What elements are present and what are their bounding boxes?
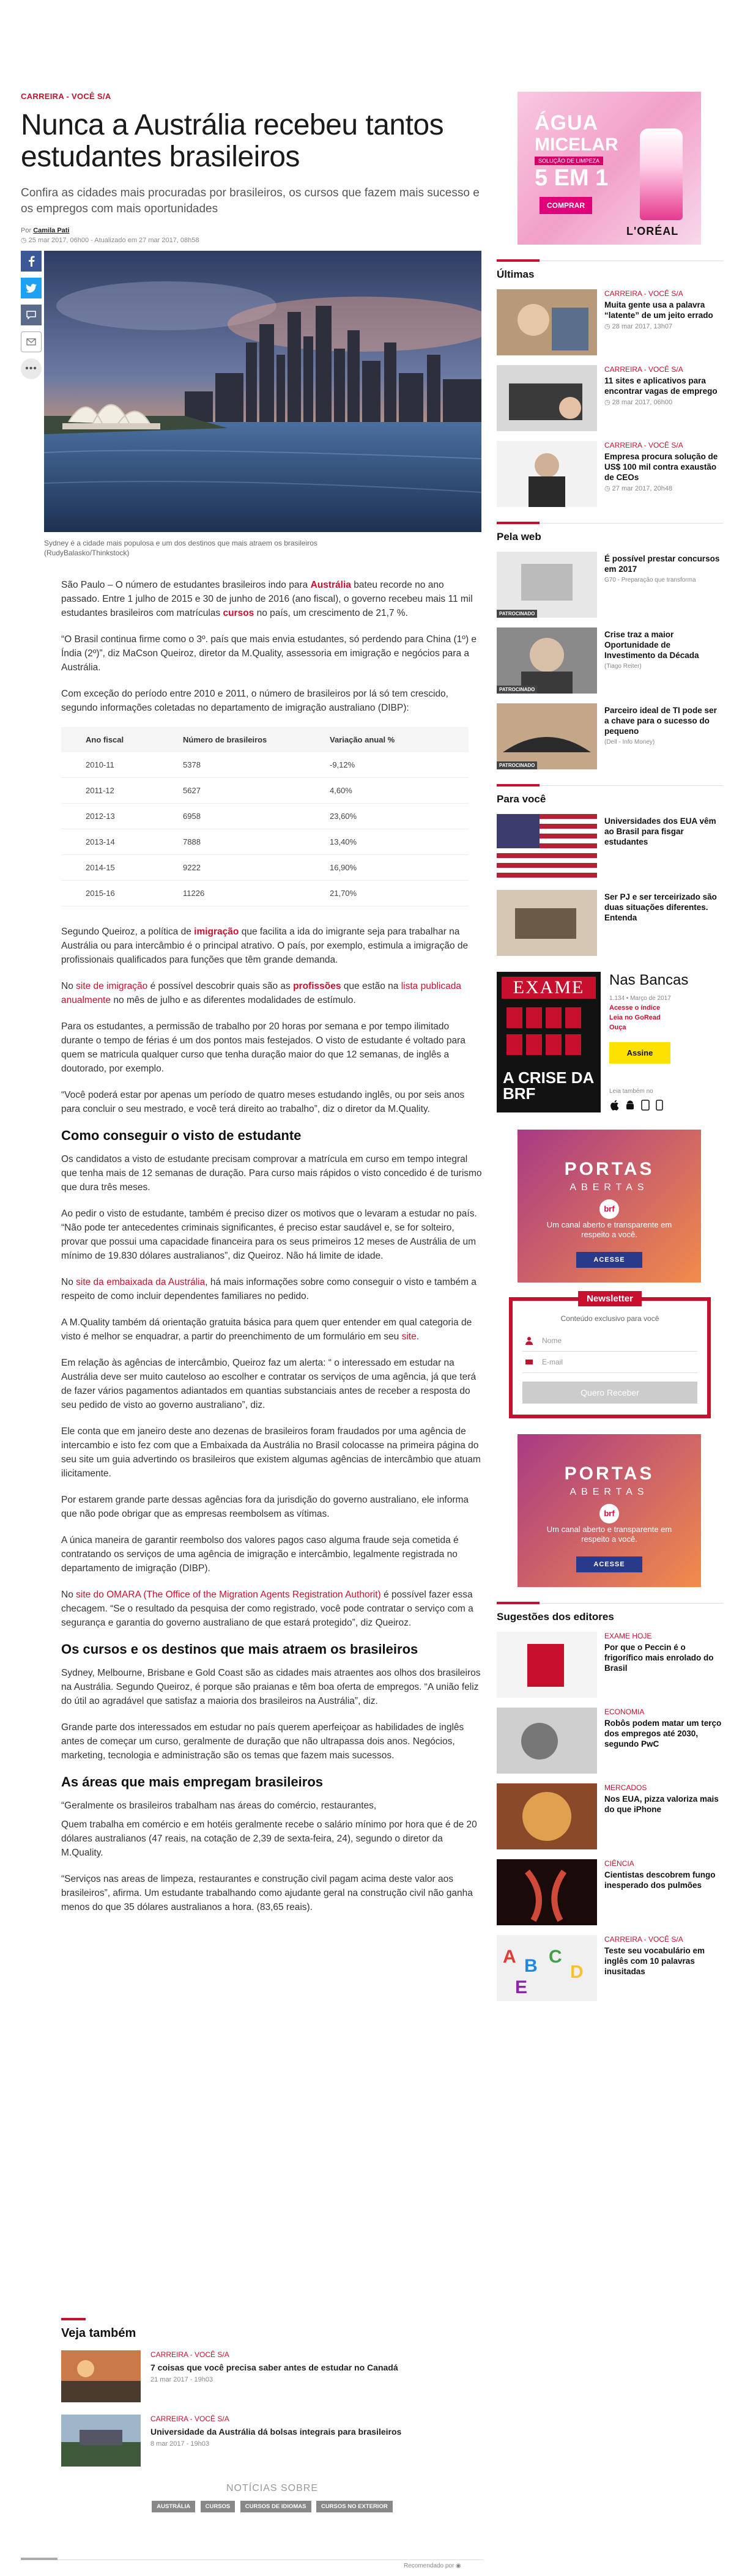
ad-text: ÁGUA [535,111,599,135]
ad-brand: L'ORÉAL [626,225,679,237]
article-category[interactable]: CARREIRA - VOCÊ S/A [604,365,683,374]
table-cell: 4,60% [321,778,469,804]
editor-pick[interactable] [497,1935,723,2001]
sponsored-badge: PATROCINADO [497,761,537,769]
article-thumbnail [61,2415,141,2467]
editor-pick[interactable] [497,1632,723,1698]
ultimas-section [497,261,723,507]
ad-cta-button[interactable]: ACESSE [576,1556,642,1572]
ad-text: SOLUÇÃO DE LIMPEZA [535,157,603,165]
sponsored-title[interactable]: Crise traz a maior Oportunidade de Investimento da Década [604,630,699,660]
mail-icon [26,338,36,346]
sidebar [497,92,723,2011]
see-also-category[interactable]: CARREIRA - VOCÊ S/A [150,2415,229,2423]
text: Segundo Queiroz, a política de [61,927,195,937]
magazine-cover[interactable] [497,972,601,1112]
article-title-link[interactable]: Robôs podem matar um terço dos empregos até 2030, segundo PwC [604,1719,722,1749]
section-title: Para você [497,793,546,805]
article-category[interactable]: CIÊNCIA [604,1859,634,1868]
table-cell: 6958 [174,804,321,829]
see-also-title: Veja também [61,2326,136,2340]
link-imigracao[interactable]: imigração [194,927,239,937]
para-voce-section [497,785,723,956]
twitter-icon [26,284,37,293]
divider-accent [21,2558,58,2560]
svg-text:D: D [570,1962,584,1982]
table-header-row [61,727,469,752]
svg-text:E: E [515,1977,528,1997]
newsletter-tag: Newsletter [578,1291,642,1306]
article-category[interactable]: EXAME HOJE [604,1632,652,1640]
paragraph: Os candidatos a visto de estudante precisam comprovar a matrícula em curso em tempo integral que tenha mais de 12 semanas de duração. Para curso mais rápidos o visto concedido é de turismo que dura três meses. [61,1154,482,1193]
tag[interactable]: CURSOS [201,2501,236,2512]
paragraph: “Você poderá estar por apenas um período de quatro meses estudando inglês, ou por seis anos para concluir o seu mestrado, e você terá direito ao trabalho”, diz o diretor da M.Quality. [61,1090,465,1114]
table-row [61,829,469,855]
recommended-item[interactable] [497,890,723,956]
table-cell: 5378 [174,752,321,778]
date-text: 27 mar 2017, 20h48 [612,485,673,492]
section-rule [497,523,723,524]
article-title-link[interactable]: Nos EUA, pizza valoriza mais do que iPhone [604,1794,719,1814]
article-kicker[interactable]: CARREIRA - VOCÊ S/A [21,92,111,101]
paragraph: “Serviços nas areas de limpeza, restaurantes e construção civil pagam acima deste valor aos brasileiros”, afirma. Um estudante trabalhando como ajudante geral na construção civil não ganha menos do que 35 dólares australianos a hora. (83,65 reais). [61,1874,473,1912]
sponsored-title[interactable]: É possível prestar concursos em 2017 [604,554,720,574]
recommended-title[interactable]: Ser PJ e ser terceirizado são duas situações diferentes. Entenda [604,892,717,922]
paragraph [61,1316,483,1344]
article-thumbnail [497,890,597,956]
table-header: Ano fiscal [61,727,174,752]
ad-text: 5 EM 1 [535,165,609,191]
article-category[interactable]: CARREIRA - VOCÊ S/A [604,1935,683,1944]
table-cell: 2014-15 [61,855,174,881]
section-heading: As áreas que mais empregam brasileiros [61,1774,323,1790]
text: é possível descobrir quais são as [147,981,294,991]
stock-photo [497,703,597,769]
table-row [61,804,469,829]
link-embaixada[interactable]: site da embaixada da Austrália [76,1277,206,1287]
see-also-item[interactable] [61,2350,483,2402]
author-link[interactable]: Camila Pati [33,227,70,234]
article-thumbnail [497,1935,597,2001]
recommended-item[interactable] [497,814,723,880]
text: é possível fazer essa checagem. “Se o resultado da pesquisa der como registrado, você pode contratar o serviço com a segurança e garantia do governo australiano de que estará protegido”, diz Queiroz. [61,1590,473,1628]
recommended-by-text: Recomendado por [404,2563,454,2569]
section-accent [61,2318,86,2320]
ad-cta-button[interactable]: COMPRAR [540,197,592,214]
link-profissoes[interactable]: profissões [293,981,341,991]
editor-pick[interactable] [497,1783,723,1849]
news-about-title: NOTÍCIAS SOBRE [226,2483,319,2493]
see-also-date: 8 mar 2017 - 19h03 [150,2440,210,2448]
table-cell: 7888 [174,829,321,855]
paragraph: Em relação às agências de intercâmbio, Queiroz faz um alerta: “ o interessado em estudar na Austrália deve ser muito cauteloso ao escolher e contratar os serviços de uma agência, já que terá de fazer vários pagamentos adiantados em quantias substanciais antes de receber a resposta do seu pedido de visto ao governo australiano”, diz. [61,1358,477,1410]
text: São Paulo – O número de estudantes brasileiros indo para [61,580,311,590]
article-thumbnail [497,1783,597,1849]
ad-text: ABERTAS [569,1182,649,1193]
subscribe-button[interactable]: Assine [609,1042,670,1064]
cover-art [497,1001,601,1068]
article-date: ◷ 28 mar 2017, 06h00 [604,399,673,406]
article-thumbnail [497,1859,597,1925]
link-omara[interactable]: site do OMARA (The Office of the Migration Agents Registration Authorit) [76,1590,381,1600]
sponsored-item[interactable] [497,552,723,618]
cover-headline: A CRISE DA BRF [503,1068,594,1103]
exame-title: Nas Bancas [609,972,689,988]
see-also-date: 21 mar 2017 - 19h03 [150,2376,213,2383]
date-text: 28 mar 2017, 13h07 [612,323,673,330]
table-row [61,881,469,906]
article-header [21,92,483,244]
table-cell: 11226 [174,881,321,906]
product-image [640,128,683,220]
stock-photo [497,627,597,694]
article-category[interactable]: CARREIRA - VOCÊ S/A [604,289,683,298]
article-title-link[interactable]: 11 sites e aplicativos para encontrar vagas de emprego [604,376,718,396]
text: , há mais informações sobre como conseguir o visto e também a respeito de como incluir dependentes familiares no pedido. [61,1277,477,1301]
paragraph: Ao pedir o visto de estudante, também é preciso dizer os motivos que o levaram a estudar no país. “Não pode ter antecedentes criminais significantes, é preciso estar saudável e, se for solteiro, provar que possui uma capacidade financeira para os seus primeiros 12 meses de Austrália de um mínimo de 19.830 dólares australianos”, diz Queiroz. Não há limite de idade. [61,1208,477,1261]
phone-icon[interactable] [656,1100,663,1111]
students-table [61,727,469,906]
byline-prefix: Por [21,227,32,234]
section-title: Pela web [497,531,541,542]
article-title: Nunca a Austrália recebeu tantos estudantes brasileiros [21,109,444,173]
text: No [61,981,76,991]
link-australia[interactable]: Austrália [310,580,351,590]
article-thumbnail [497,1708,597,1774]
exame-logo: EXAME [502,977,596,999]
tag[interactable]: AUSTRÁLIA [152,2501,195,2512]
see-also [61,2318,483,2479]
see-also-title-link[interactable]: 7 coisas que você precisa saber antes de estudar no Canadá [150,2363,398,2372]
table-cell: 16,90% [321,855,469,881]
sponsored-title[interactable]: Parceiro ideal de TI pode ser a chave para o sucesso do pequeno [604,706,717,736]
table-cell: 2015-16 [61,881,174,906]
us-flag-thumbnail [497,814,597,880]
sponsor-source: G70 - Preparação que transforma [604,577,696,583]
ad-description: Um canal aberto e transparente em respeito a você. [546,1525,672,1544]
user-icon [525,1336,533,1345]
comment-button[interactable] [21,305,42,325]
sponsor-source: (Tiago Reiter) [604,663,642,670]
see-also-title-link[interactable]: Universidade da Austrália dá bolsas integrais para brasileiros [150,2427,402,2437]
table-cell: 9222 [174,855,321,881]
ad-text: MICELAR [535,135,618,155]
article-date: ◷ 27 mar 2017, 20h48 [604,485,673,492]
photo-caption: Sydney é a cidade mais populosa e um dos destinos que mais atraem os brasileiros (RudyBalasko/Thinkstock) [44,539,317,557]
paragraph: Quem trabalha em comércio e em hotéis geralmente recebe o salário mínimo por hora que é de 20 dólares australianos (47 reais, na cotação de 2,39 de sexta-feira, 24), segundo o diretor da M.Quality. [61,1819,477,1858]
paragraph: Para os estudantes, a permissão de trabalho por 20 horas por semana e por tempo ilimitado durante o tempo de férias é um dos pontos mais festejados. O visto de estudante é voltado para quem se matricula qualquer curso que tenha duração maior do que 12 semanas, de inglês a doutorado, por exemplo. [61,1021,466,1074]
link-site-imigracao[interactable]: site de imigração [76,981,148,991]
exame-magazine-box [497,972,723,1112]
app-icons [609,1100,688,1111]
table-cell: 5627 [174,778,321,804]
paragraph: Grande parte dos interessados em estudar no país querem aperfeiçoar as habilidades de inglês antes de começar um curso, geralmente de duração que não ultrapassa dois anos. Negócios, marketing, tecnologia e administração são os temas que fazem mais sucessos. [61,1722,464,1761]
article-thumbnail [497,441,597,507]
text: . [416,1331,419,1342]
sidebar-article[interactable] [497,441,723,507]
share-bar [21,251,45,385]
android-icon[interactable] [625,1100,635,1111]
article-thumbnail [497,365,597,431]
ad-text: PORTAS [564,1464,655,1484]
loreal-ad[interactable] [518,92,701,245]
section-rule [497,1603,723,1604]
paragraph: Com exceção do período entre 2010 e 2011, o número de brasileiros por lá só tem crescido, segundo informações coletadas no departamento de imigração australiano (DIBP): [61,689,448,713]
dates-text: 25 mar 2017, 06h00 - Atualizado em 27 mar 2017, 08h58 [28,237,199,244]
article-title-link[interactable]: Muita gente usa a palavra “latente” de um jeito errado [604,300,713,320]
section-heading: Os cursos e os destinos que mais atraem os brasileiros [61,1641,418,1657]
listen-link[interactable]: Ouça [609,1024,626,1031]
clock-icon: ◷ [21,237,29,244]
ad-description: Um canal aberto e transparente em respeito a você. [546,1220,672,1239]
svg-text:A: A [503,1947,516,1967]
article-title-link[interactable]: Cientistas descobrem fungo inesperado dos pulmões [604,1870,716,1890]
divider [21,2559,483,2560]
tag-list [61,2500,483,2512]
brf-logo: brf [599,1199,619,1219]
sponsored-badge: PATROCINADO [497,610,537,618]
text: A M.Quality também dá orientação gratuita básica para quem quer entender em qual categoria de visto é melhor se enquadrar, a partir do preenchimento de um formulário em seu [61,1317,472,1342]
paragraph [61,1588,483,1630]
sugestoes-section [497,1603,723,2001]
table-cell: 13,40% [321,829,469,855]
paragraph [61,578,483,620]
email-field[interactable] [522,1352,697,1373]
table-header: Número de brasileiros [174,727,321,752]
newsletter-box [509,1294,711,1418]
top-strip [0,0,742,80]
publish-dates [21,236,483,244]
svg-text:C: C [549,1947,562,1967]
article-date: ◷ 28 mar 2017, 13h07 [604,323,673,330]
exame-info [609,972,688,1112]
brf-ad[interactable] [518,1434,701,1587]
sponsored-item[interactable] [497,627,723,694]
apps-label: Leia também no [609,1088,653,1095]
table-row [61,855,469,881]
sydney-harbour-photo [44,251,481,532]
paragraph [61,925,483,967]
section-title: Últimas [497,268,535,280]
news-about [61,2483,483,2512]
text: No [61,1590,76,1600]
table-header: Variação anual % [321,727,469,752]
mail-icon [525,1358,533,1366]
ad-text: PORTAS [564,1159,655,1179]
article-category[interactable]: CARREIRA - VOCÊ S/A [604,441,683,450]
sponsored-badge: PATROCINADO [497,686,537,694]
brf-ad[interactable] [518,1130,701,1282]
see-also-item[interactable] [61,2415,483,2467]
apple-icon[interactable] [609,1100,619,1111]
subscribe-newsletter-button[interactable]: Quero Receber [522,1382,697,1404]
article-dek: Confira as cidades mais procuradas por brasileiros, os cursos que fazem mais sucesso e os empregos com mais oportunidades [21,187,480,215]
twitter-share-button[interactable] [21,278,42,298]
text: no mês de julho e as diferentes modalidades de estímulo. [111,995,356,1005]
facebook-icon [27,256,35,267]
paragraph: A única maneira de garantir reembolso dos valores pagos caso alguma fraude seja cometida é contratando os serviços de uma agência de imigração e intercâmbio, legalmente registrada no departamento de imigração (DIBP). [61,1535,459,1574]
recommended-by: Recomendado por ◉ [404,2563,461,2569]
article-title-link[interactable]: Empresa procura solução de US$ 100 mil contra exaustão de CEOs [604,452,718,482]
link-cursos[interactable]: cursos [223,608,254,618]
ad-text: ABERTAS [569,1487,649,1497]
article-category[interactable]: ECONOMIA [604,1708,645,1716]
table-cell: 23,60% [321,804,469,829]
edition-info: 1.134 • Março de 2017 [609,995,671,1002]
byline [21,227,483,234]
tablet-icon[interactable] [641,1100,650,1111]
paragraph: “Geralmente os brasileiros trabalham nas áreas do comércio, restaurantes, [61,1801,377,1811]
email-share-button[interactable] [21,331,42,352]
more-dots-icon: ••• [25,363,37,374]
link-site-mquality[interactable]: site [401,1331,417,1342]
paragraph: Por estarem grande parte dessas agências fora da jurisdição do governo australiano, ele informa que não pode obrigar que as empresas reembolsem as vítimas. [61,1495,469,1519]
sponsored-thumbnail [497,627,597,694]
pela-web-section [497,523,723,769]
table-cell: 2013-14 [61,829,174,855]
article-title-link[interactable]: Por que o Peccin é o frigorífico mais enrolado do Brasil [604,1643,714,1673]
text: que estão na [341,981,401,991]
sponsored-thumbnail [497,703,597,769]
table-cell: 2010-11 [61,752,174,778]
article-thumbnail [61,2350,141,2402]
more-share-button[interactable] [21,358,42,379]
section-title: Sugestões dos editores [497,1611,614,1623]
text: que facilita a ida do imigrante seja para trabalhar na Austrália ou para intercâmbio é o principal atrativo. O país, por exemplo, estimula a imigração de profissionais qualificados para funções que têm grande demanda. [61,927,469,965]
see-also-category[interactable]: CARREIRA - VOCÊ S/A [150,2350,229,2359]
table-cell: -9,12% [321,752,469,778]
recommended-title[interactable]: Universidades dos EUA vêm ao Brasil para fisgar estudantes [604,816,716,846]
sidebar-article[interactable] [497,289,723,355]
email-placeholder: E-mail [542,1358,563,1366]
paragraph: “O Brasil continua firme como o 3º. país que mais envia estudantes, só perdendo para China (1º) e Índia (2º)”, diz MaCson Queiroz, diretor da M.Quality, assessoria em imigração e negócios para a Austrália. [61,634,477,673]
hero-figure [44,251,481,557]
text: no país, um crescimento de 21,7 %. [254,608,408,618]
article-title-link[interactable]: Teste seu vocabulário em inglês com 10 palavras inusitadas [604,1946,705,1976]
article-thumbnail [497,1632,597,1698]
table-cell: 2012-13 [61,804,174,829]
sidebar-article[interactable] [497,365,723,431]
brf-logo: brf [599,1504,619,1523]
index-link[interactable]: Acesse o índice [609,1004,661,1012]
article-thumbnail [497,289,597,355]
paragraph [61,1275,483,1303]
table-row [61,778,469,804]
name-field[interactable] [522,1330,697,1352]
table-row [61,752,469,778]
editor-pick[interactable] [497,1859,723,1925]
article-body [61,578,483,1926]
goread-link[interactable]: Leia no GoRead [609,1014,661,1021]
link-lista-anual[interactable]: lista publicada anualmente [61,981,461,1005]
newsletter-subtitle: Conteúdo exclusivo para você [560,1314,659,1323]
section-heading: Como conseguir o visto de estudante [61,1128,302,1143]
table-cell: 2011-12 [61,778,174,804]
editor-pick[interactable] [497,1708,723,1774]
facebook-share-button[interactable] [21,251,42,272]
text: bateu recorde no ano passado. Entre 1 julho de 2015 e 30 de junho de 2016 (ano fiscal), o governo recebeu mais 11 mil estudantes brasileiros com matrículas [61,580,473,618]
sponsor-source: (Dell - Info Money) [604,739,655,746]
svg-text:B: B [524,1956,538,1976]
comment-icon [26,311,36,319]
table-cell: 21,70% [321,881,469,906]
ad-cta-button[interactable]: ACESSE [576,1252,642,1268]
paragraph: Ele conta que em janeiro deste ano dezenas de brasileiros foram fraudados por uma agência de intercambio e isto fez com que a Embaixada da Austrália no Brasil colocasse na primeira página do seu site um guia advertindo os brasileiros que existem algumas agências de intercâmbio que atuam ilicitamente. [61,1426,481,1479]
text: No [61,1277,76,1287]
tag[interactable]: CURSOS DE IDIOMAS [240,2501,311,2512]
paragraph [61,979,483,1007]
sponsored-item[interactable] [497,703,723,769]
date-text: 28 mar 2017, 06h00 [612,399,673,406]
tag[interactable]: CURSOS NO EXTERIOR [316,2501,393,2512]
article-category[interactable]: MERCADOS [604,1783,647,1792]
sponsored-thumbnail [497,552,597,618]
paragraph: Sydney, Melbourne, Brisbane e Gold Coast são as cidades mais atraentes aos olhos dos brasileiros na Austrália. Segundo Queiroz, é porque são praianas e têm boa oferta de empregos. “A união feliz do útil ao agradável que satisfaz a maioria dos brasileiros na Austrália”, diz. [61,1668,481,1706]
section-rule [497,785,723,786]
name-placeholder: Nome [542,1336,562,1345]
stock-photo [497,552,597,618]
